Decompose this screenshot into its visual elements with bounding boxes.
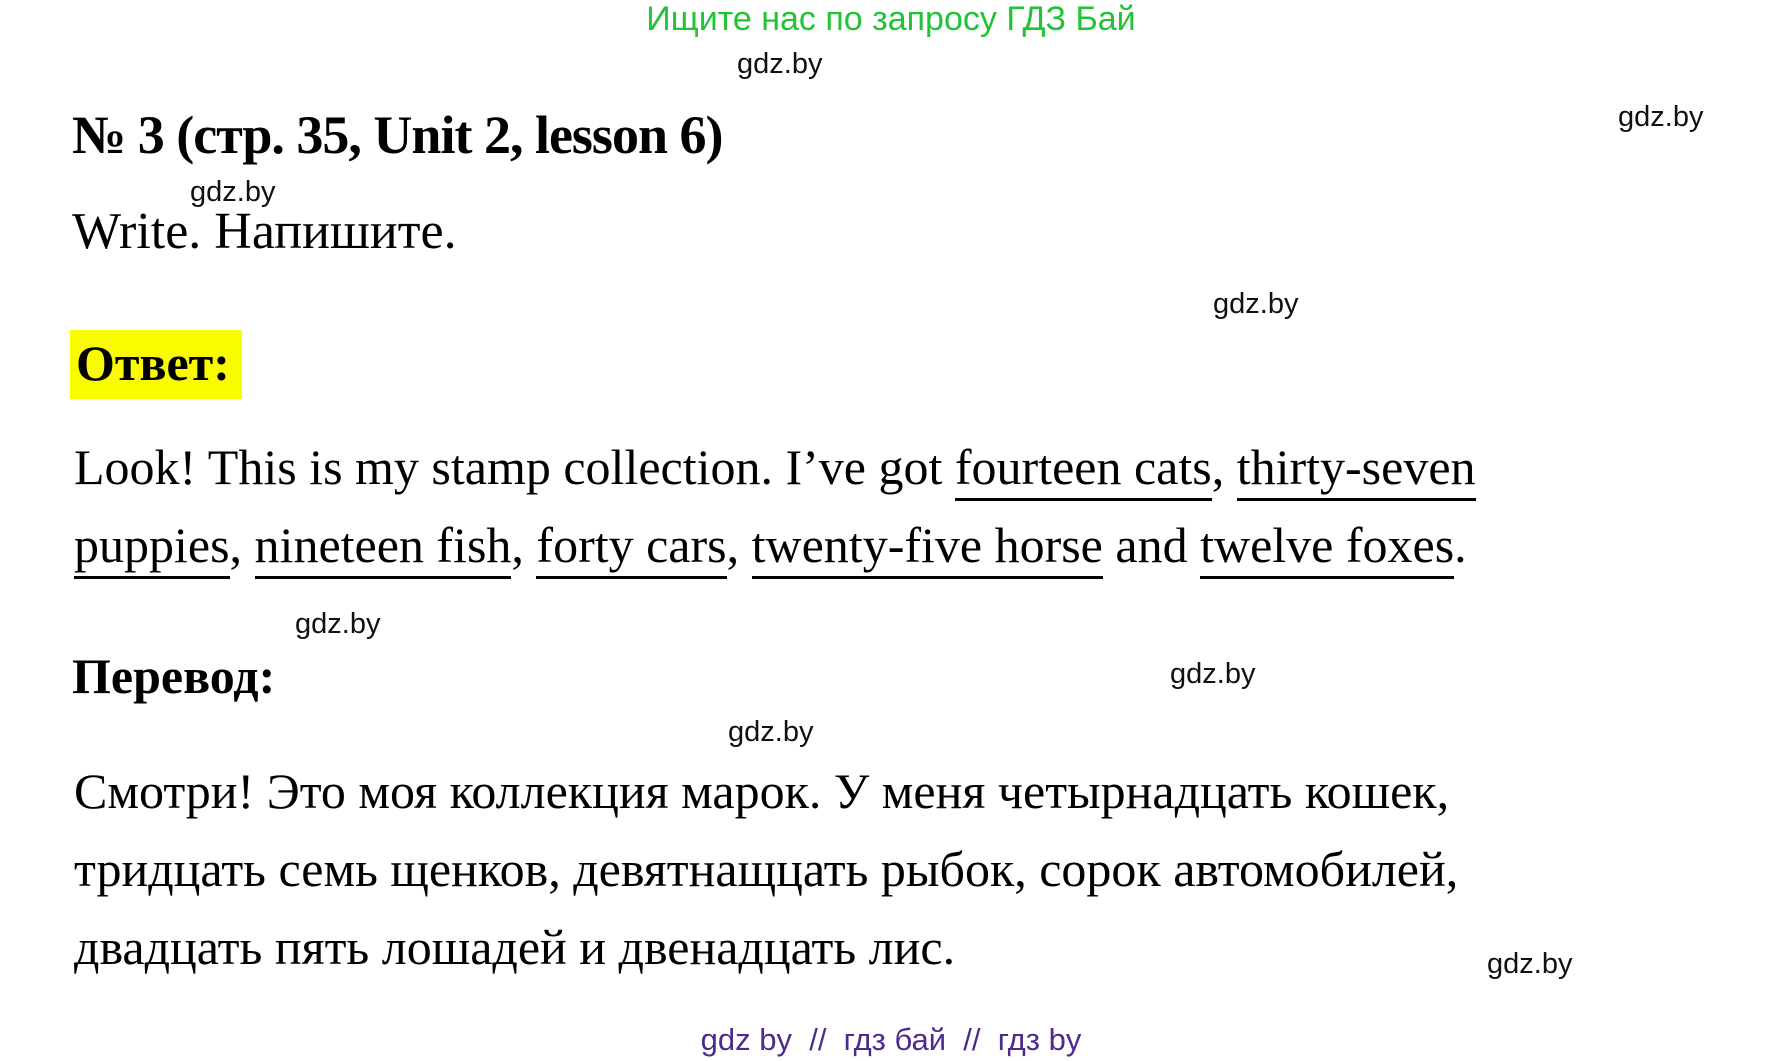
text-line: двадцать пять лошадей и двенадцать лис. xyxy=(74,919,956,975)
text-line: тридцать семь щенков, девятнащцать рыбок, сорок автомобилей, xyxy=(74,841,1459,897)
task-instruction: Write. Напишите. xyxy=(72,203,457,260)
text-line: Смотри! Это моя коллекция марок. У меня четырнадцать кошек, xyxy=(74,763,1450,819)
text-segment: , xyxy=(511,517,537,573)
watermark-gdzby-2: gdz.by xyxy=(1618,101,1704,133)
text-segment: . xyxy=(1454,517,1467,573)
underlined-phrase: puppies xyxy=(74,517,230,579)
watermark-gdzby-3: gdz.by xyxy=(190,176,276,208)
text-line xyxy=(74,506,1476,584)
answer-section xyxy=(70,330,242,399)
watermark-gdzby-8: gdz.by xyxy=(1487,948,1573,980)
watermark-gdzby-6: gdz.by xyxy=(1170,658,1256,690)
underlined-phrase: nineteen fish xyxy=(255,517,512,579)
text-segment: and xyxy=(1102,517,1201,573)
translation-label: Перевод: xyxy=(72,648,276,704)
watermark-gdzby-1: gdz.by xyxy=(737,48,823,80)
underlined-phrase: twelve foxes xyxy=(1200,517,1454,579)
watermark-gdzby-7: gdz.by xyxy=(728,716,814,748)
watermark-gdzby-4: gdz.by xyxy=(1213,288,1299,320)
text-segment: , xyxy=(229,517,255,573)
text-line xyxy=(74,428,1476,506)
underlined-phrase: forty cars xyxy=(536,517,726,579)
promo-banner: Ищите нас по запросу ГДЗ Бай xyxy=(646,0,1136,38)
answer-text xyxy=(74,428,1476,584)
underlined-phrase: thirty-seven xyxy=(1237,439,1476,501)
text-segment: , xyxy=(726,517,752,573)
text-segment: Look! This is my stamp collection. I’ve got xyxy=(74,439,955,495)
underlined-phrase: twenty-five horse xyxy=(752,517,1103,579)
footer-search-terms: gdz by // гдз бай // гдз by xyxy=(700,1022,1082,1057)
text-segment: , xyxy=(1211,439,1237,495)
translation-text xyxy=(74,752,1458,986)
exercise-heading: № 3 (стр. 35, Unit 2, lesson 6) xyxy=(72,105,723,165)
underlined-phrase: fourteen cats xyxy=(955,439,1212,501)
watermark-gdzby-5: gdz.by xyxy=(295,608,381,640)
answer-label: Ответ: xyxy=(70,330,242,399)
